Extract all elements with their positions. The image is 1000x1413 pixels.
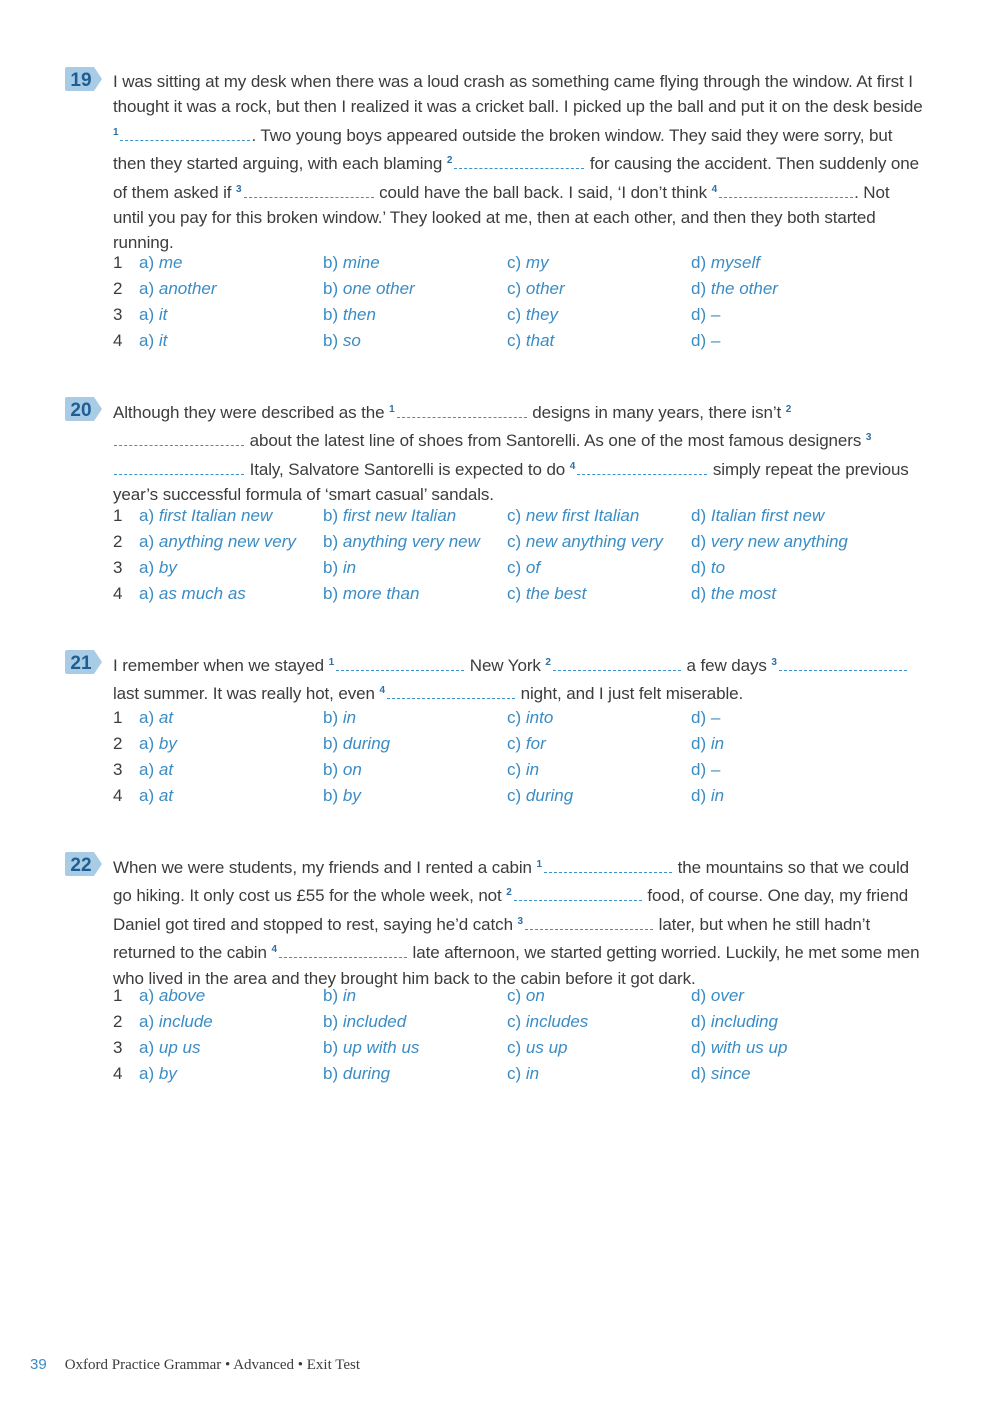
option-row	[113, 305, 933, 331]
passage-text: the mountains so that we could go hiking. It only cost us £55 for the whole week, not	[113, 858, 909, 906]
option-d[interactable]: d) myself	[691, 253, 760, 272]
option-row	[113, 506, 933, 532]
option-a[interactable]: a) at	[139, 786, 174, 805]
passage-text: about the latest line of shoes from Santorelli. As one of the most famous designers	[245, 431, 866, 451]
question-passage	[113, 852, 923, 991]
option-row-number: 4	[113, 786, 123, 805]
option-c[interactable]: c) new first Italian	[507, 506, 640, 525]
answer-gap[interactable]	[454, 154, 584, 169]
option-c[interactable]: c) new anything very	[507, 532, 663, 551]
option-row-number: 3	[113, 760, 123, 779]
passage-text: . Two young boys appeared outside the broken window. They said they were sorry, but then they started arguing, with each blaming	[113, 125, 893, 174]
gap-number: 4	[379, 685, 385, 697]
option-d[interactable]: d) –	[691, 331, 721, 350]
option-row	[113, 584, 933, 610]
page-footer	[30, 1356, 360, 1374]
gap-number: 1	[389, 404, 395, 415]
option-row	[113, 786, 933, 812]
question-number: 19	[70, 70, 92, 91]
passage-text: I was sitting at my desk when there was a loud crash as something came flying through the window. At first I thought it was a rock, but then I realized it was a cricket ball. I picked up the ball and put it on the desk beside	[113, 72, 923, 117]
option-row-number: 2	[113, 734, 123, 753]
passage-text: could have the ball back. I said, ‘I don’t think	[374, 182, 712, 202]
option-row	[113, 1064, 933, 1090]
gap-number: 4	[569, 460, 576, 472]
option-row-number: 3	[113, 305, 123, 324]
gap-number: 2	[545, 657, 551, 668]
passage-text: Although they were described as the	[113, 403, 390, 422]
option-a[interactable]: a) anything new very	[139, 532, 296, 551]
option-d[interactable]: d) –	[691, 708, 721, 727]
passage-text: a few days	[681, 656, 772, 675]
option-c[interactable]: c) during	[507, 786, 574, 805]
option-c[interactable]: c) includes	[507, 1012, 589, 1031]
option-b[interactable]: b) in	[323, 708, 357, 727]
option-b[interactable]: b) during	[323, 734, 391, 753]
option-row	[113, 558, 933, 584]
answer-gap[interactable]	[577, 460, 707, 475]
option-row	[113, 253, 933, 279]
gap-number: 4	[711, 183, 718, 195]
gap-number: 1	[536, 859, 542, 870]
option-d[interactable]: d) in	[691, 786, 725, 805]
gap-number: 3	[771, 657, 777, 668]
option-a[interactable]: a) by	[139, 734, 177, 753]
option-row	[113, 1038, 933, 1064]
badge-arrow-icon	[64, 649, 104, 675]
option-d[interactable]: d) since	[691, 1064, 751, 1083]
option-b[interactable]: b) anything very new	[323, 532, 480, 551]
option-c[interactable]: c) in	[507, 760, 540, 779]
passage-text: last summer. It was really hot, even	[113, 684, 380, 704]
badge-arrow-icon	[64, 396, 104, 422]
option-c[interactable]: c) the best	[507, 584, 587, 603]
option-a[interactable]: a) as much as	[139, 584, 246, 603]
question-number-badge	[64, 66, 104, 92]
option-a[interactable]: a) by	[139, 558, 177, 577]
answer-gap[interactable]	[114, 460, 244, 475]
gap-number: 3	[517, 915, 524, 927]
option-d[interactable]: d) –	[691, 305, 721, 324]
option-row-number: 3	[113, 1038, 123, 1057]
options-list	[113, 506, 933, 610]
option-b[interactable]: b) in	[323, 558, 357, 577]
passage-text: simply repeat the previous year’s successful formula of ‘smart casual’ sandals.	[113, 459, 909, 505]
option-b[interactable]: b) so	[323, 331, 361, 350]
option-c[interactable]: c) they	[507, 305, 559, 324]
answer-gap[interactable]	[336, 656, 464, 671]
answer-gap[interactable]	[514, 886, 642, 901]
option-a[interactable]: a) first Italian new	[139, 506, 273, 525]
passage-text: New York	[465, 656, 546, 675]
answer-gap[interactable]	[120, 126, 250, 141]
option-a[interactable]: a) up us	[139, 1038, 201, 1057]
option-a[interactable]: a) another	[139, 279, 217, 298]
gap-number: 3	[865, 432, 872, 444]
option-row-number: 2	[113, 279, 123, 298]
answer-gap[interactable]	[387, 684, 515, 699]
answer-gap[interactable]	[553, 656, 681, 671]
badge-arrow-icon	[64, 851, 104, 877]
option-row-number: 1	[113, 986, 123, 1005]
option-b[interactable]: b) first new Italian	[323, 506, 457, 525]
option-row-number: 2	[113, 1012, 123, 1031]
option-c[interactable]: c) for	[507, 734, 546, 753]
passage-text: for causing the accident. Then suddenly one of them asked if	[113, 154, 919, 202]
option-b[interactable]: b) up with us	[323, 1038, 420, 1057]
gap-number: 2	[785, 404, 792, 415]
option-d[interactable]: d) Italian first new	[691, 506, 825, 525]
option-d[interactable]: d) the most	[691, 584, 777, 603]
option-b[interactable]: b) by	[323, 786, 361, 805]
option-d[interactable]: d) –	[691, 760, 721, 779]
option-row-number: 4	[113, 1064, 123, 1083]
option-a[interactable]: a) me	[139, 253, 183, 272]
option-c[interactable]: c) my	[507, 253, 549, 272]
passage-text: food, of course. One day, my friend Daniel got tired and stopped to rest, saying he’d catch	[113, 886, 909, 934]
question-passage	[113, 397, 923, 508]
option-c[interactable]: c) of	[507, 558, 541, 577]
question-number-badge	[64, 649, 104, 675]
option-row-number: 1	[113, 253, 123, 272]
answer-gap[interactable]	[544, 858, 672, 873]
answer-gap[interactable]	[525, 915, 653, 930]
option-b[interactable]: b) one other	[323, 279, 415, 298]
option-b[interactable]: b) during	[323, 1064, 391, 1083]
option-a[interactable]: a) at	[139, 760, 174, 779]
gap-number: 1	[113, 126, 119, 138]
option-b[interactable]: b) mine	[323, 253, 380, 272]
option-row	[113, 734, 933, 760]
option-row	[113, 708, 933, 734]
passage-text: later, but when he still hadn’t returned to the cabin	[113, 914, 871, 963]
option-a[interactable]: a) above	[139, 986, 206, 1005]
option-d[interactable]: d) over	[691, 986, 744, 1005]
option-b[interactable]: b) included	[323, 1012, 407, 1031]
answer-gap[interactable]	[279, 943, 407, 958]
answer-gap[interactable]	[114, 431, 244, 446]
gap-number: 1	[328, 657, 335, 668]
option-row	[113, 279, 933, 305]
option-row	[113, 331, 933, 357]
answer-gap[interactable]	[397, 403, 527, 418]
options-list	[113, 708, 933, 812]
option-row-number: 1	[113, 708, 123, 727]
option-row-number: 4	[113, 331, 123, 350]
question-number: 22	[70, 855, 92, 876]
passage-text: late afternoon, we started getting worried. Luckily, he met some men who lived in the area and they brought him back to the cabin before it got dark.	[113, 943, 920, 988]
page-number: 39	[30, 1356, 47, 1373]
gap-number: 3	[236, 183, 242, 195]
badge-arrow-icon	[64, 66, 104, 92]
option-b[interactable]: b) more than	[323, 584, 420, 603]
option-a[interactable]: a) at	[139, 708, 174, 727]
gap-number: 2	[446, 155, 453, 167]
footer-title: Oxford Practice Grammar • Advanced • Exit Test	[64, 1357, 361, 1373]
option-c[interactable]: c) into	[507, 708, 554, 727]
option-d[interactable]: d) with us up	[691, 1038, 788, 1057]
option-c[interactable]: c) us up	[507, 1038, 568, 1057]
option-a[interactable]: a) by	[139, 1064, 177, 1083]
answer-gap[interactable]	[719, 183, 853, 198]
option-d[interactable]: d) the other	[691, 279, 778, 298]
option-row-number: 4	[113, 584, 123, 603]
option-c[interactable]: c) other	[507, 279, 565, 298]
option-row-number: 1	[113, 506, 123, 525]
question-passage	[113, 650, 923, 707]
answer-gap[interactable]	[244, 183, 374, 198]
option-d[interactable]: d) including	[691, 1012, 778, 1031]
question-number: 20	[70, 400, 92, 421]
option-a[interactable]: a) it	[139, 331, 168, 350]
answer-gap[interactable]	[779, 656, 907, 671]
passage-text: designs in many years, there isn’t	[527, 403, 786, 422]
option-row	[113, 986, 933, 1012]
option-c[interactable]: c) in	[507, 1064, 540, 1083]
option-a[interactable]: a) it	[139, 305, 168, 324]
passage-text: When we were students, my friends and I rented a cabin	[113, 858, 537, 877]
option-row-number: 3	[113, 558, 123, 577]
passage-text: night, and I just felt miserable.	[516, 684, 744, 704]
option-b[interactable]: b) on	[323, 760, 362, 779]
option-row	[113, 532, 933, 558]
gap-number: 4	[271, 944, 277, 956]
question-number: 21	[70, 653, 92, 674]
question-number-badge	[64, 851, 104, 877]
option-c[interactable]: c) on	[507, 986, 545, 1005]
option-a[interactable]: a) include	[139, 1012, 213, 1031]
options-list	[113, 253, 933, 357]
option-row	[113, 1012, 933, 1038]
question-number-badge	[64, 396, 104, 422]
option-b[interactable]: b) then	[323, 305, 376, 324]
option-row-number: 2	[113, 532, 123, 551]
option-row	[113, 760, 933, 786]
option-d[interactable]: d) very new anything	[691, 532, 848, 551]
option-d[interactable]: d) in	[691, 734, 725, 753]
passage-text: . Not until you pay for this broken window.’ They looked at me, then at each other, and then they both started running.	[113, 182, 890, 253]
option-c[interactable]: c) that	[507, 331, 555, 350]
option-d[interactable]: d) to	[691, 558, 726, 577]
options-list	[113, 986, 933, 1090]
passage-text: Italy, Salvatore Santorelli is expected to do	[245, 459, 570, 479]
option-b[interactable]: b) in	[323, 986, 357, 1005]
gap-number: 2	[506, 887, 512, 899]
question-passage	[113, 69, 923, 256]
passage-text: I remember when we stayed	[113, 656, 329, 675]
